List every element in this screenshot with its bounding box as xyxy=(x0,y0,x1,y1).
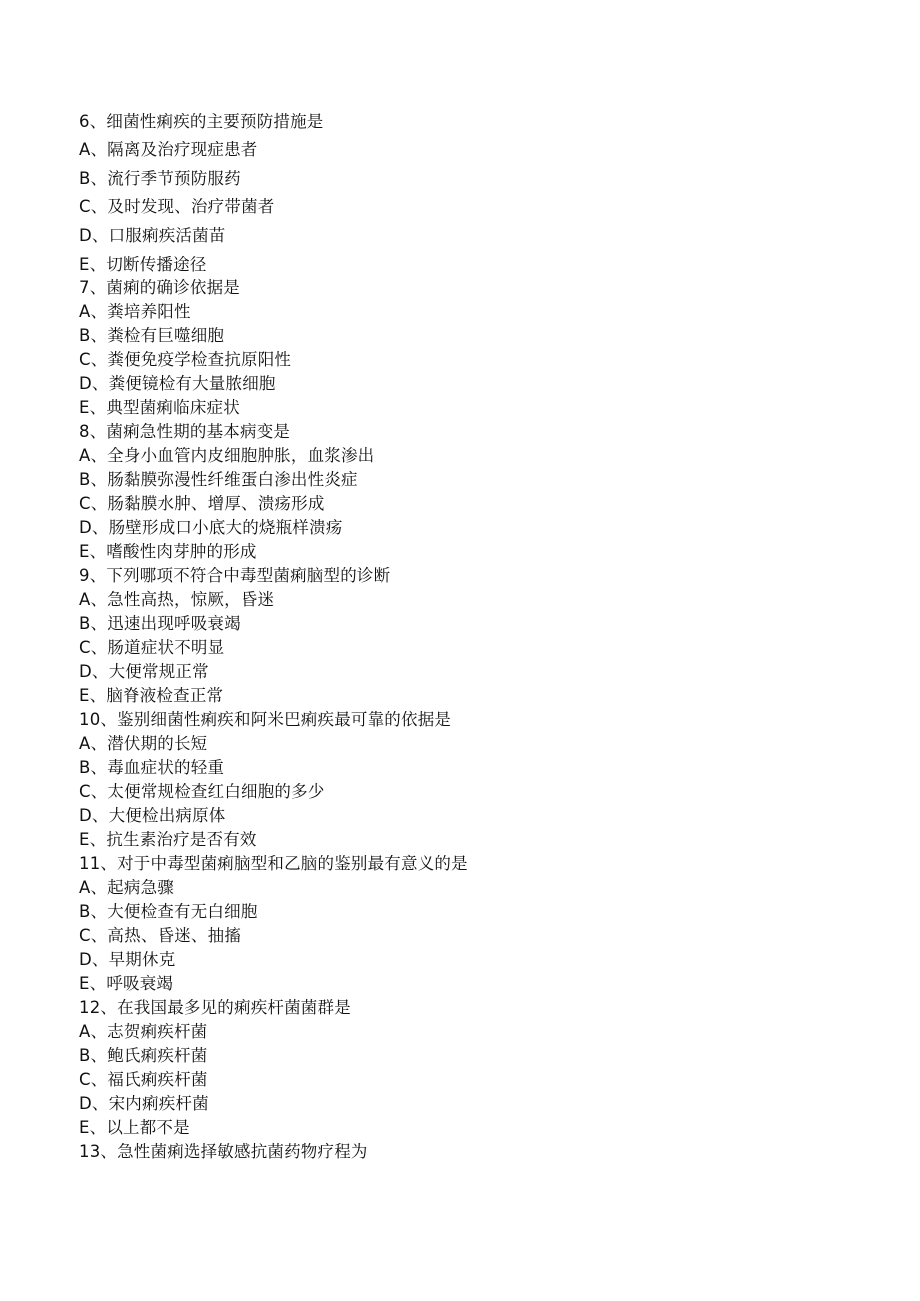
question-6-option-b: B、流行季节预防服药 xyxy=(79,169,241,188)
question-12-option-b: B、鲍氏痢疾杆菌 xyxy=(79,1046,208,1065)
question-7-option-b: B、粪检有巨噬细胞 xyxy=(79,326,225,345)
question-6-option-d: D、口服痢疾活菌苗 xyxy=(79,226,226,245)
question-8-stem: 8、菌痢急性期的基本病变是 xyxy=(79,422,291,441)
question-8-option-b: B、肠黏膜弥漫性纤维蛋白渗出性炎症 xyxy=(79,470,358,489)
question-11-option-a: A、起病急骤 xyxy=(79,878,174,897)
question-7-stem: 7、菌痢的确诊依据是 xyxy=(79,278,240,297)
question-10-stem: 10、鉴别细菌性痢疾和阿米巴痢疾最可靠的依据是 xyxy=(79,710,452,729)
question-12-option-c: C、福氏痢疾杆菌 xyxy=(79,1070,208,1089)
question-11-option-e: E、呼吸衰竭 xyxy=(79,974,174,993)
question-12-option-a: A、志贺痢疾杆菌 xyxy=(79,1022,208,1041)
question-8-option-d: D、肠壁形成口小底大的烧瓶样溃疡 xyxy=(79,518,343,537)
question-6-option-a: A、隔离及治疗现症患者 xyxy=(79,140,258,159)
question-10-option-d: D、大便检出病原体 xyxy=(79,806,226,825)
question-12-option-d: D、宋内痢疾杆菌 xyxy=(79,1094,209,1113)
question-7-option-c: C、粪便免疫学检查抗原阳性 xyxy=(79,350,292,369)
question-13-stem: 13、急性菌痢选择敏感抗菌药物疗程为 xyxy=(79,1142,368,1161)
question-10-option-a: A、潜伏期的长短 xyxy=(79,734,208,753)
question-9-option-d: D、大便常规正常 xyxy=(79,662,209,681)
question-9-option-b: B、迅速出现呼吸衰竭 xyxy=(79,614,241,633)
question-7-option-a: A、粪培养阳性 xyxy=(79,302,191,321)
question-7-option-d: D、粪便镜检有大量脓细胞 xyxy=(79,374,276,393)
question-7-option-e: E、典型菌痢临床症状 xyxy=(79,398,240,417)
question-6-stem: 6、细菌性痢疾的主要预防措施是 xyxy=(79,112,324,131)
question-6-option-e: E、切断传播途径 xyxy=(79,255,207,274)
question-12-stem: 12、在我国最多见的痢疾杆菌菌群是 xyxy=(79,998,351,1017)
question-10-option-b: B、毒血症状的轻重 xyxy=(79,758,225,777)
question-9-option-a: A、急性高热，惊厥，昏迷 xyxy=(79,590,275,609)
question-6-option-c: C、及时发现、治疗带菌者 xyxy=(79,197,275,216)
question-9-option-c: C、肠道症状不明显 xyxy=(79,638,225,657)
question-10-option-e: E、抗生素治疗是否有效 xyxy=(79,830,257,849)
question-11-option-d: D、早期休克 xyxy=(79,950,176,969)
question-9-option-e: E、脑脊液检查正常 xyxy=(79,686,224,705)
question-11-stem: 11、对于中毒型菌痢脑型和乙脑的鉴别最有意义的是 xyxy=(79,854,468,873)
question-8-option-c: C、肠黏膜水肿、增厚、溃疡形成 xyxy=(79,494,325,513)
question-8-option-a: A、全身小血管内皮细胞肿胀，血浆渗出 xyxy=(79,446,375,465)
question-12-option-e: E、以上都不是 xyxy=(79,1118,190,1137)
question-11-option-c: C、高热、昏迷、抽搐 xyxy=(79,926,242,945)
question-10-option-c: C、太便常规检查红白细胞的多少 xyxy=(79,782,325,801)
question-8-option-e: E、嗜酸性肉芽肿的形成 xyxy=(79,542,257,561)
question-9-stem: 9、下列哪项不符合中毒型菌痢脑型的诊断 xyxy=(79,566,391,585)
question-11-option-b: B、大便检查有无白细胞 xyxy=(79,902,258,921)
